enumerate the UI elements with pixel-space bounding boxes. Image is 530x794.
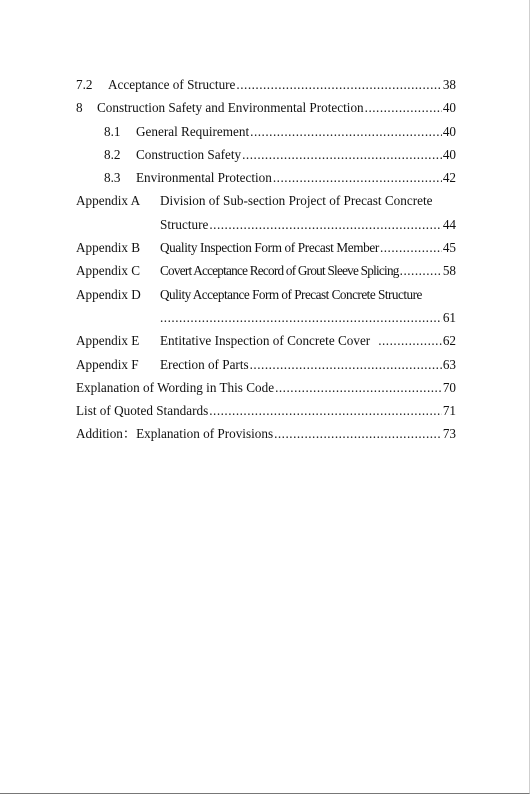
toc-entry-title-continuation: Structure — [160, 216, 209, 232]
toc-entry-page: 73 — [442, 426, 456, 442]
toc-entry-number: 8 — [76, 100, 83, 116]
toc-entry-title: Entitative Inspection of Concrete Cover — [160, 333, 371, 349]
toc-entry-title: Acceptance of Structure — [108, 77, 236, 92]
toc-entry-number: Appendix F — [76, 356, 139, 372]
toc-entry-number: 8.3 — [104, 170, 121, 186]
toc-entry-page: 58 — [442, 263, 456, 279]
toc-entry-number: Appendix C — [76, 263, 141, 279]
dot-leader — [273, 166, 442, 189]
toc-entry-title: Environmental Protection — [136, 170, 272, 186]
dot-leader — [236, 73, 441, 96]
table-of-contents — [76, 73, 456, 446]
toc-entry-number: 8.1 — [104, 123, 121, 139]
toc-entry-number: Appendix B — [76, 240, 141, 256]
dot-leader — [380, 236, 442, 259]
dot-leader — [365, 96, 442, 119]
toc-entry-8-2[interactable] — [76, 143, 456, 166]
toc-entry-page: 42 — [442, 170, 456, 186]
dot-leader — [274, 422, 442, 445]
toc-entry-page: 44 — [442, 216, 456, 232]
toc-entry-page: 45 — [442, 240, 456, 256]
dot-leader — [209, 213, 441, 236]
dot-leader — [250, 353, 442, 376]
toc-entry-page: 40 — [442, 146, 456, 162]
toc-entry-page: 61 — [442, 309, 456, 325]
dot-leader — [275, 376, 442, 399]
toc-entry-8-1[interactable] — [76, 120, 456, 143]
toc-entry-appendix-e[interactable] — [76, 329, 456, 352]
toc-entry-explanation-of-provisions[interactable] — [76, 422, 456, 445]
dot-leader — [378, 329, 442, 352]
toc-entry-title: Erection of Parts — [160, 356, 249, 372]
toc-entry-title: Quality Inspection Form of Precast Member — [160, 240, 379, 256]
dot-leader — [400, 259, 442, 282]
toc-entry-page: 62 — [442, 333, 456, 349]
toc-entry-explanation-of-wording[interactable] — [76, 376, 456, 399]
toc-entry-title: Addition：Explanation of Provisions — [76, 426, 274, 442]
toc-entry-title: Construction Safety — [136, 146, 242, 162]
toc-entry-page: 71 — [442, 403, 456, 419]
dot-leader — [250, 120, 442, 143]
toc-entry-8[interactable] — [76, 96, 456, 119]
toc-entry-number: Appendix D — [76, 286, 141, 302]
toc-entry-page: 70 — [442, 379, 456, 395]
toc-entry-title: Explanation of Wording in This Code — [76, 379, 275, 395]
toc-entry-number: 8.2 — [104, 146, 121, 162]
toc-entry-page: 38 — [442, 77, 456, 92]
toc-entry-appendix-b[interactable] — [76, 236, 456, 259]
toc-entry-title: Construction Safety and Environmental Protection — [97, 100, 364, 116]
toc-entry-appendix-c[interactable] — [76, 259, 456, 282]
dot-leader — [242, 143, 442, 166]
toc-entry-appendix-f[interactable] — [76, 353, 456, 376]
toc-entry-title: Covert Acceptance Record of Grout Sleeve Splicing — [160, 263, 399, 279]
toc-entry-page: 63 — [442, 356, 456, 372]
toc-entry-appendix-a[interactable] — [76, 189, 456, 212]
toc-entry-number: Appendix A — [76, 193, 141, 209]
toc-entry-title: List of Quoted Standards — [76, 403, 209, 419]
toc-entry-appendix-d[interactable] — [76, 283, 456, 306]
toc-entry-title: Division of Sub-section Project of Precast Concrete — [160, 193, 433, 209]
dot-leader — [209, 399, 442, 422]
toc-entry-number: Appendix E — [76, 333, 140, 349]
toc-entry-appendix-d-continuation[interactable] — [76, 306, 456, 329]
toc-entry-8-3[interactable] — [76, 166, 456, 189]
toc-entry-title: General Requirement — [136, 123, 250, 139]
dot-leader — [160, 306, 442, 329]
toc-entry-number: 7.2 — [76, 77, 93, 92]
toc-entry-appendix-a-continuation[interactable] — [76, 213, 456, 236]
toc-entry-page: 40 — [442, 100, 456, 116]
toc-entry-title: Qulity Acceptance Form of Precast Concrete Structure — [160, 286, 422, 302]
toc-entry-quoted-standards[interactable] — [76, 399, 456, 422]
toc-entry-page: 40 — [442, 123, 456, 139]
toc-entry-7-2[interactable] — [76, 73, 456, 96]
